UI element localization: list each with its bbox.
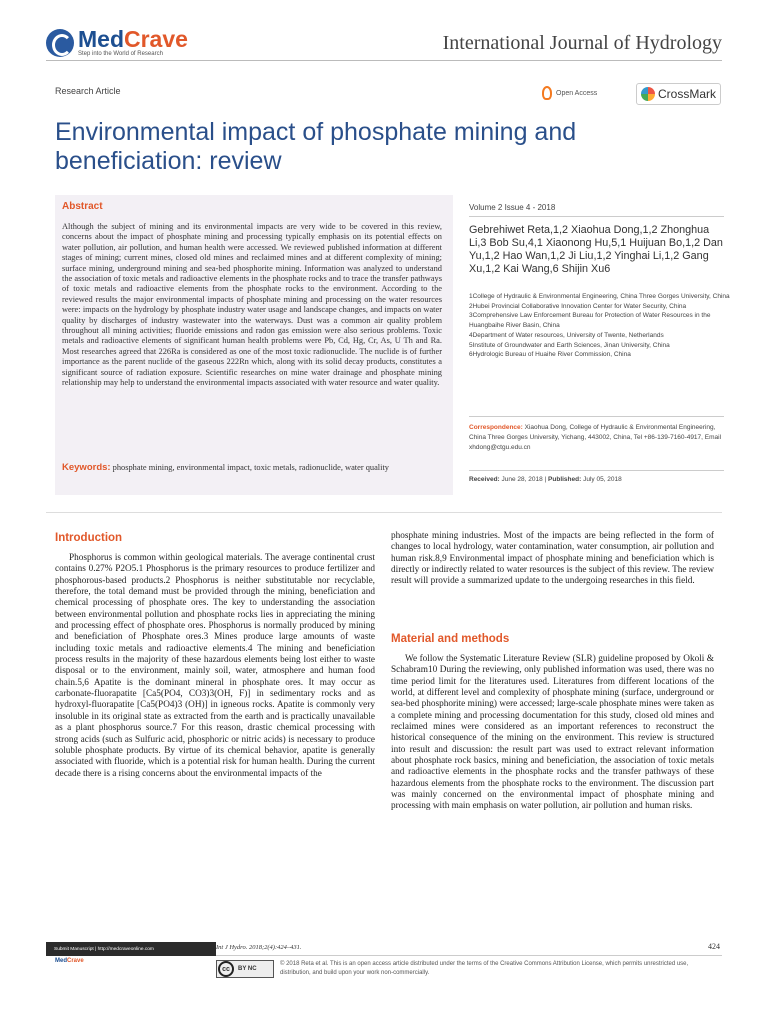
keywords: [62, 463, 442, 474]
open-access-label: Open Access: [556, 89, 598, 97]
license-text: © 2018 Reta et al. This is an open access article distributed under the terms of the Creative Commons Attribution License, which permits unrestricted use, distribution, and build upon your work non-commercially.: [280, 961, 689, 976]
info-divider: [469, 470, 724, 471]
open-lock-icon: [542, 86, 552, 100]
creative-commons-badge[interactable]: [216, 960, 274, 978]
introduction-continued: phosphate mining industries. Most of the impacts are being reflected in the form of changes to local hydrology, water contamination, water consumption, air pollution and human risk.8,9 Environmental impact of phosphate mining and beneficiation which is directly or indirectly related to water resources is the subject of this review. The review result will provide a summarized update to the undergoing researches in this field.: [391, 531, 714, 587]
open-access-badge: [542, 86, 597, 100]
author-list: Gebrehiwet Reta,1,2 Xiaohua Dong,1,2 Zhonghua Li,3 Bob Su,4,1 Xiaonong Hu,5,1 Huijuan Bo,1,2 Dan Yu,1,2 Hao Wan,1,2 Ji Liu,1,2 Yinghai Li,1,2 Gang Xu,1,2 Kai Wang,6 Shijin Xu6: [469, 224, 723, 275]
footer-logo: MedCrave: [55, 958, 84, 964]
correspondence-label: Correspondence:: [469, 424, 523, 431]
affiliations: [469, 292, 731, 360]
received-label: Received:: [469, 476, 500, 483]
affiliation: 2Hubei Provincial Collaborative Innovation Center for Water Security, China: [469, 302, 687, 310]
medcrave-logo-icon: [46, 29, 74, 57]
published-date: July 05, 2018: [583, 476, 622, 483]
crossmark-label: CrossMark: [658, 87, 717, 101]
received-date: June 28, 2018: [501, 476, 543, 483]
citation: Int J Hydro. 2018;2(4):424–431.: [216, 944, 302, 951]
medcrave-logo[interactable]: [46, 28, 188, 57]
dates: Received: June 28, 2018 | Published: July 05, 2018: [469, 476, 622, 483]
journal-name: International Journal of Hydrology: [442, 32, 722, 54]
keywords-list: phosphate mining, environmental impact, toxic metals, radionuclide, water quality: [112, 463, 389, 472]
cc-icon: cc: [218, 961, 234, 977]
brand-tagline: Step into the World of Research: [78, 51, 163, 57]
correspondence-text: Xiaohua Dong, College of Hydraulic & Environmental Engineering, China Three Gorges University, Yichang, 443002, China, Tel +86-139-7160-4917, Email xhdong@ctgu.edu.cn: [469, 424, 722, 451]
submit-manuscript-link[interactable]: Submit Manuscript | http://medcraveonline.com: [46, 942, 216, 956]
affiliation: 3Comprehensive Law Enforcement Bureau for Protection of Water Resources in the Huangbaihe River Basin, China: [469, 312, 711, 330]
article-title: Environmental impact of phosphate mining and beneficiation: review: [55, 118, 577, 175]
affiliation: 5Institute of Groundwater and Earth Sciences, Jinan University, China: [469, 341, 670, 349]
introduction-heading: Introduction: [55, 532, 123, 544]
info-divider: [469, 416, 724, 417]
section-divider: [46, 512, 722, 513]
abstract-text: Although the subject of mining and its environmental impacts are very wide to be covered in this review, concerns about the impact of phosphate mining and processing typically emphasis on its potential effects on water pollution, air pollution, and human health were accessed. We reviewed published information at different stages of mining; current mines, closed old mines and reclaimed mines and at different complexity of mining; surface mining, underground mining and sea-bed phosphorite mining. Information was analyzed to understand the association of toxic metals and radioactive elements in the phosphate rocks and to trace the transfer pathways of toxic metals and radioactive elements from the phosphate rocks to the environment. According to the reviewed results the major environmental impacts of phosphate mining and processing on the water resources were: impacts on the hydrology by phosphate industry water usage and landscape changes, and impacts on water quality by discharges of industry wastewater into the waterways. Dust was a common air quality problem throughout all mining activities; fluoride emissions and radon gas emission were also serious problems. Toxic metals and radioactive elements of significant human health problems were Pb, Cd, Hg, Cr, As, U Th and Ra. Most researches agreed that 226Ra is considered as one of the most toxic radionuclide. The nuclide is of further importance as the parent nuclide of the gaseous 222Rn which, along with its solid decay products, constitutes a significant source of radiation exposure. Scientific researches on mine water drainage and phosphate mining relationship may help to understand the environmental impacts associated with water resource and water quality.: [62, 222, 442, 388]
introduction-text: Phosphorus is common within geological materials. The average continental crust contains 0.27% P2O5.1 Phosphorus is the primary resources to produce fertilizer and phosphorous-based products.2 Phosphorus is neither substitutable nor recyclable, therefore, the total demand must be provided through the mining, beneficiation and chemical processing of phosphate ores. The key to understanding the association between environmental pollution and phosphate rocks lies in appreciating the mining and processing effect of phosphate ores. Phosphorus is normally produced by mining and beneficiation of Phosphate ores.3 Mines produce large amounts of waste including toxic metals and radioactive elements.4 The mining and beneficiation process results in the majority of these hazardous elements being lost either to waste disposal or to the environment, mainly soil, water, atmosphere and human food chain.5,6 Apatite is the dominant mineral in phosphate ores. It may occur as carbonate-fluorapatite [Ca5(PO4, CO3)3(OH, F)] in sedimentary rocks and as hydroxyl-fluorapatite [Ca5(PO4)3 (OH)] in igneous rocks. Apatite is commonly very insoluble in its original state as extracted from the earth and is practically unavailable as a plant phosphorus source.7 For this reason, drastic chemical processing with strong acids (such as Sulfuric acid, phosphoric or nitric acids) is necessary to produce soluble phosphate products. By virtue of its chemical behavior, apatite is generally associated with fluoride, which is a potential risk for human health. During the current decade there is a rising concerns about the environmental impacts of the: [55, 553, 375, 779]
info-divider: [469, 216, 724, 217]
cc-by-nc-label: BY NC: [238, 966, 257, 972]
header-divider: [46, 60, 722, 61]
correspondence: [469, 423, 731, 452]
crossmark-button[interactable]: [636, 83, 721, 105]
affiliation: 1College of Hydraulic & Environmental Engineering, China Three Gorges University, China: [469, 293, 730, 300]
abstract-heading: Abstract: [62, 201, 103, 212]
methods-heading: Material and methods: [391, 633, 510, 645]
page-number: 424: [708, 942, 720, 951]
brand-name: MedCrave: [78, 26, 188, 52]
published-label: Published:: [548, 476, 582, 483]
methods-text: We follow the Systematic Literature Review (SLR) guideline proposed by Okoli & Schabram10 During the reviewing, only published information was used, there was no time period limit for the literatures used. Literatures from different locations of the world, at different level and complexity of phosphate mining (surface, underground or sea-bed phosphorite mining) were accessed; large-scale phosphate mines were taken as a complete mining and processing documentation for this study, closed old mines and reclaimed mines were considered as an important references to reconstruct the historical consequence of the mining on the environment. This review is structured into result and discussion: the result part was used to extract relevant information about phosphate rock basics, mining and beneficiation, the association of toxic metals and radioactive elements in the phosphate rocks and the transfer pathways of these hazardous elements from the phosphate rocks to the environment. The discussion part was mainly concerned on the environmental impact of phosphate mining and processing with main emphasis on water pollution, air pollution and human risks.: [391, 654, 714, 812]
affiliation: 4Department of Water resources, University of Twente, Netherlands: [469, 331, 664, 339]
keywords-label: Keywords:: [62, 462, 111, 473]
article-type: Research Article: [55, 86, 121, 96]
affiliation: 6Hydrologic Bureau of Huaihe River Commission, China: [469, 351, 631, 359]
footer-divider: [216, 955, 722, 956]
crossmark-icon: [641, 87, 655, 101]
volume-issue: Volume 2 Issue 4 - 2018: [469, 203, 556, 212]
